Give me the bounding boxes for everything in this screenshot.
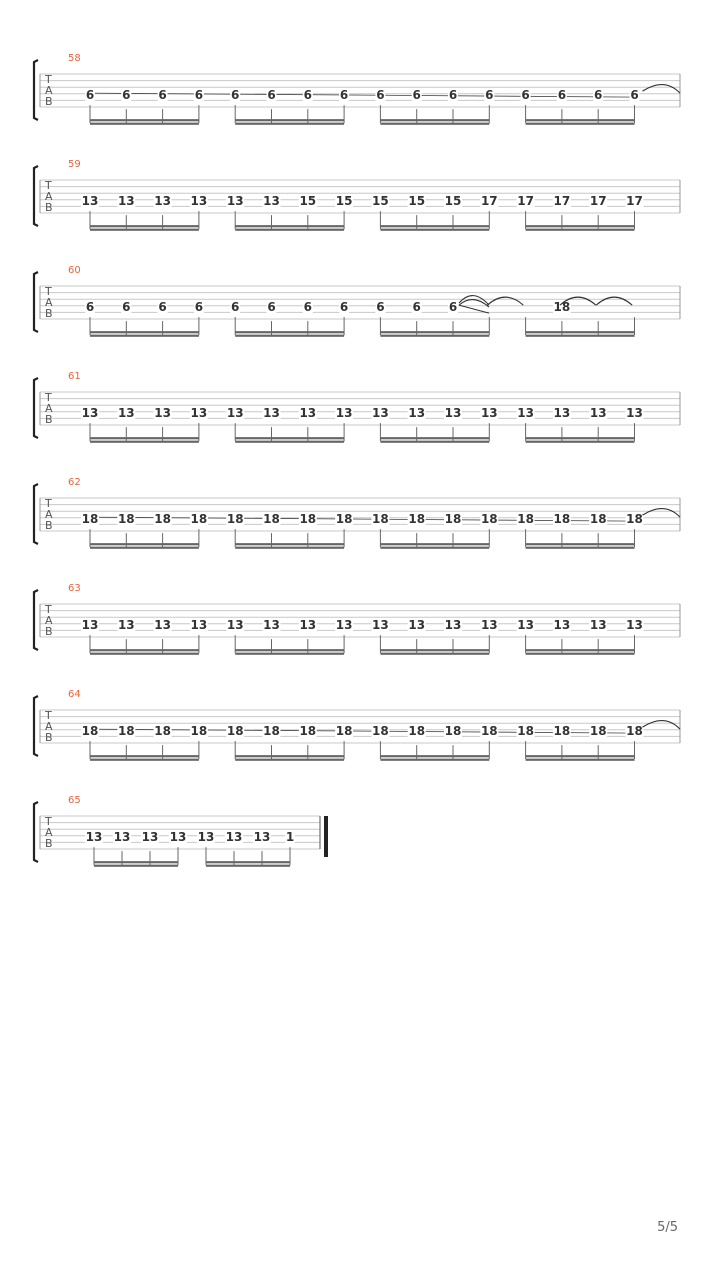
beam [235, 649, 344, 651]
beam [235, 119, 344, 121]
tie-arc [487, 297, 523, 305]
fret-number: 18 [154, 724, 171, 739]
fret-number: 13 [81, 194, 99, 209]
final-barline [324, 816, 328, 857]
beam [380, 755, 489, 757]
beam [235, 123, 344, 125]
measure-number: 62 [68, 477, 81, 488]
tab-clef-letter: T [45, 73, 52, 86]
fret-number: 6 [521, 88, 530, 103]
beam [526, 441, 635, 443]
fret-number: 13 [626, 618, 643, 633]
fret-number: 6 [194, 88, 204, 103]
fret-number: 13 [517, 618, 534, 633]
fret-number: 13 [154, 406, 171, 421]
fret-number: 13 [225, 830, 243, 845]
fret-number: 13 [190, 406, 208, 421]
beam [90, 335, 199, 337]
fret-number: 13 [190, 194, 208, 209]
tab-clef-letter: A [45, 720, 53, 733]
fret-number: 13 [408, 406, 426, 421]
fret-number: 15 [372, 194, 389, 209]
fret-number: 6 [412, 88, 421, 103]
fret-number: 18 [81, 512, 99, 527]
fret-number: 6 [630, 88, 639, 103]
measure-number: 58 [68, 53, 81, 64]
tie-arc [643, 85, 681, 94]
beam [526, 123, 635, 125]
beam [526, 755, 635, 757]
beam [380, 123, 489, 125]
fret-number: 13 [372, 618, 389, 633]
fret-number: 6 [448, 88, 458, 103]
fret-number: 18 [408, 724, 426, 739]
fret-number: 6 [485, 88, 494, 103]
fret-number: 13 [589, 406, 607, 421]
fret-number: 18 [335, 724, 353, 739]
fret-number: 6 [267, 88, 276, 103]
beam [94, 861, 178, 863]
fret-number: 13 [253, 830, 271, 845]
fret-number: 18 [372, 724, 389, 739]
fret-number: 18 [444, 724, 462, 739]
beam [380, 335, 489, 337]
fret-number: 18 [263, 724, 280, 739]
fret-number: 6 [85, 300, 95, 315]
tab-clef-letter: T [45, 179, 52, 192]
fret-number: 18 [372, 512, 389, 527]
tab-clef-letter: T [45, 391, 52, 404]
fret-number: 18 [263, 512, 280, 527]
tab-system [34, 265, 680, 337]
fret-number: 18 [517, 512, 534, 527]
fret-number: 18 [553, 300, 571, 315]
fret-number: 18 [154, 512, 171, 527]
tab-clef-letter: A [45, 614, 53, 627]
fret-number: 13 [117, 194, 135, 209]
system-bracket [34, 484, 38, 544]
fret-number: 13 [517, 406, 534, 421]
fret-number: 17 [517, 194, 534, 209]
fret-number: 6 [267, 300, 276, 315]
fret-number: 13 [85, 830, 103, 845]
beam [380, 119, 489, 121]
tab-system [34, 159, 680, 231]
beam [235, 759, 344, 761]
fret-number: 13 [444, 618, 462, 633]
beam [526, 543, 635, 545]
beam [90, 649, 199, 651]
beam [380, 759, 489, 761]
fret-number: 15 [335, 194, 353, 209]
fret-number: 13 [263, 194, 280, 209]
tab-clef-letter: B [45, 95, 53, 108]
fret-number: 13 [299, 618, 317, 633]
fret-number: 18 [589, 512, 607, 527]
fret-number: 18 [81, 724, 99, 739]
beam [380, 543, 489, 545]
fret-number: 13 [154, 618, 171, 633]
fret-number: 18 [117, 724, 135, 739]
fret-number: 13 [408, 618, 426, 633]
tab-clef-letter: A [45, 190, 53, 203]
beam [235, 441, 344, 443]
beam [90, 543, 199, 545]
fret-number: 13 [372, 406, 389, 421]
beam [380, 441, 489, 443]
fret-number: 15 [408, 194, 426, 209]
fret-number: 13 [141, 830, 159, 845]
fret-number: 18 [299, 724, 317, 739]
fret-number: 18 [589, 724, 607, 739]
beam [90, 755, 199, 757]
tab-clef-letter: B [45, 731, 53, 744]
tab-system [34, 583, 680, 655]
tab-clef-letter: B [45, 201, 53, 214]
beam [526, 119, 635, 121]
fret-number: 6 [85, 88, 95, 103]
fret-number: 18 [626, 512, 643, 527]
tab-system [34, 477, 680, 549]
fret-number: 6 [122, 300, 131, 315]
fret-number: 6 [448, 300, 458, 315]
system-bracket [34, 378, 38, 438]
fret-number: 6 [376, 88, 385, 103]
beam [526, 229, 635, 231]
measure-number: 65 [68, 795, 81, 806]
tie-arc [643, 509, 681, 518]
fret-number: 13 [263, 618, 280, 633]
fret-number: 13 [480, 406, 498, 421]
fret-number: 18 [626, 724, 643, 739]
tab-clef-letter: T [45, 497, 52, 510]
fret-number: 13 [81, 618, 99, 633]
fret-number: 17 [589, 194, 607, 209]
beam [235, 225, 344, 227]
fret-number: 6 [158, 300, 167, 315]
tab-clef-letter: A [45, 296, 53, 309]
fret-number: 17 [553, 194, 571, 209]
fret-number: 13 [113, 830, 131, 845]
fret-number: 18 [299, 512, 317, 527]
fret-number: 13 [480, 618, 498, 633]
beam [526, 335, 635, 337]
beam [235, 331, 344, 333]
system-bracket [34, 802, 38, 862]
beam [90, 229, 199, 231]
tab-clef-letter: B [45, 519, 53, 532]
fret-number: 13 [154, 194, 171, 209]
measure-number: 59 [68, 159, 81, 170]
tie-arc [643, 721, 681, 730]
fret-number: 18 [226, 724, 244, 739]
fret-number: 6 [339, 300, 349, 315]
fret-number: 13 [589, 618, 607, 633]
beam [526, 759, 635, 761]
beam [206, 861, 290, 863]
measure-number: 64 [68, 689, 81, 700]
tab-clef-letter: T [45, 709, 52, 722]
beam [380, 225, 489, 227]
fret-number: 6 [376, 300, 385, 315]
fret-number: 18 [444, 512, 462, 527]
beam [235, 547, 344, 549]
system-bracket [34, 272, 38, 332]
beam [90, 441, 199, 443]
beam [90, 119, 199, 121]
beam [90, 547, 199, 549]
beam [90, 437, 199, 439]
tab-clef-letter: B [45, 625, 53, 638]
measure-number: 60 [68, 265, 81, 276]
system-bracket [34, 696, 38, 756]
fret-number: 15 [444, 194, 462, 209]
fret-number: 13 [81, 406, 99, 421]
fret-number: 6 [557, 88, 567, 103]
tab-clef-letter: A [45, 826, 53, 839]
fret-number: 13 [553, 406, 571, 421]
beam [206, 865, 290, 867]
fret-number: 18 [408, 512, 426, 527]
fret-number: 13 [226, 618, 244, 633]
tab-system [34, 795, 328, 867]
beam [94, 865, 178, 867]
beam [235, 543, 344, 545]
fret-number: 18 [517, 724, 534, 739]
fret-number: 6 [303, 88, 312, 103]
fret-number: 15 [299, 194, 317, 209]
tab-clef-letter: B [45, 837, 53, 850]
beam [235, 755, 344, 757]
tab-clef-letter: A [45, 402, 53, 415]
fret-number: 13 [169, 830, 187, 845]
beam [380, 331, 489, 333]
fret-number: 13 [226, 406, 244, 421]
fret-number: 13 [190, 618, 208, 633]
fret-number: 13 [197, 830, 215, 845]
fret-number: 17 [626, 194, 643, 209]
beam [90, 123, 199, 125]
beam [380, 653, 489, 655]
tab-clef-letter: B [45, 413, 53, 426]
beam [526, 547, 635, 549]
beam [90, 759, 199, 761]
fret-number: 18 [335, 512, 353, 527]
fret-number: 6 [303, 300, 312, 315]
system-bracket [34, 166, 38, 226]
fret-number: 18 [190, 724, 208, 739]
fret-number: 18 [480, 512, 498, 527]
fret-number: 1 [285, 830, 295, 845]
fret-number: 13 [226, 194, 244, 209]
fret-number: 13 [263, 406, 280, 421]
fret-number: 17 [480, 194, 498, 209]
beam [526, 649, 635, 651]
beam [526, 331, 635, 333]
fret-number: 13 [553, 618, 571, 633]
fret-number: 18 [226, 512, 244, 527]
tie-arc [596, 297, 632, 305]
tab-system [34, 53, 680, 125]
beam [235, 335, 344, 337]
system-bracket [34, 590, 38, 650]
beam [380, 547, 489, 549]
fret-number: 6 [194, 300, 204, 315]
tab-clef-letter: A [45, 84, 53, 97]
fret-number: 6 [339, 88, 349, 103]
beam [380, 649, 489, 651]
fret-number: 13 [117, 406, 135, 421]
tab-clef-letter: A [45, 508, 53, 521]
fret-number: 13 [117, 618, 135, 633]
tab-clef-letter: T [45, 603, 52, 616]
fret-number: 6 [412, 300, 421, 315]
beam [235, 653, 344, 655]
beam [526, 225, 635, 227]
beam [90, 653, 199, 655]
fret-number: 13 [335, 618, 353, 633]
measure-number: 61 [68, 371, 81, 382]
beam [380, 229, 489, 231]
measure-number: 63 [68, 583, 81, 594]
fret-number: 6 [231, 300, 240, 315]
beam [90, 225, 199, 227]
beam [380, 437, 489, 439]
fret-number: 18 [553, 512, 571, 527]
tab-clef-letter: T [45, 285, 52, 298]
fret-number: 6 [122, 88, 131, 103]
fret-number: 13 [444, 406, 462, 421]
fret-number: 18 [553, 724, 571, 739]
fret-number: 13 [299, 406, 317, 421]
fret-number: 6 [158, 88, 167, 103]
tab-clef-letter: B [45, 307, 53, 320]
tab-system [34, 371, 680, 443]
fret-number: 6 [231, 88, 240, 103]
tab-clef-letter: T [45, 815, 52, 828]
fret-number: 18 [190, 512, 208, 527]
fret-number: 13 [335, 406, 353, 421]
beam [235, 229, 344, 231]
beam [526, 437, 635, 439]
beam [526, 653, 635, 655]
system-bracket [34, 60, 38, 120]
page-number: 5/5 [657, 1220, 678, 1235]
beam [90, 331, 199, 333]
fret-number: 6 [594, 88, 603, 103]
fret-number: 13 [626, 406, 643, 421]
fret-number: 18 [117, 512, 135, 527]
beam [235, 437, 344, 439]
tab-system [34, 689, 680, 761]
fret-number: 18 [480, 724, 498, 739]
